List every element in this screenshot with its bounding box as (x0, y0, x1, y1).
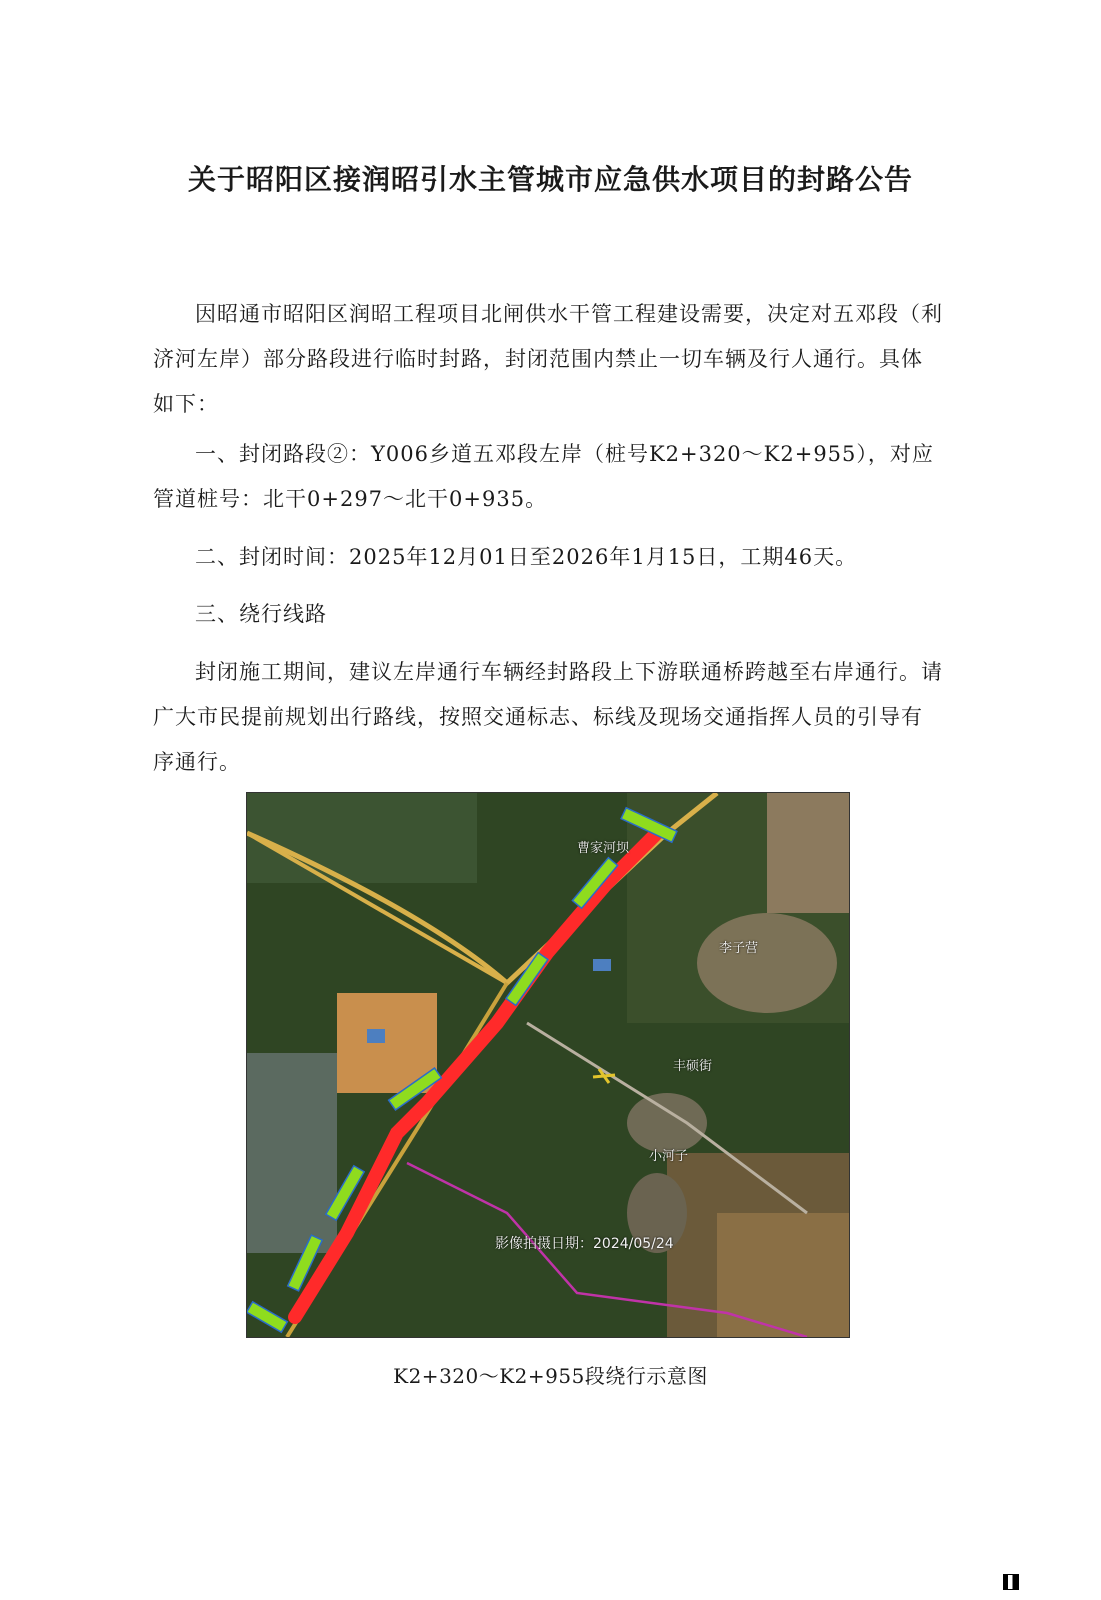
map-caption: K2+320～K2+955段绕行示意图 (393, 1364, 708, 1388)
satellite-map-image (247, 793, 849, 1337)
capture-date-label: 影像拍摄日期：2024/05/24 (495, 1236, 674, 1252)
closure-time-paragraph: 二、封闭时间：2025年12月01日至2026年1月15日，工期46天。 (195, 545, 858, 569)
detour-map (246, 792, 850, 1338)
place-label: 丰硕街 (673, 1059, 713, 1074)
closed-section-paragraph: 一、封闭路段②：Y006乡道五邓段左岸（桩号K2+320～K2+955），对应管道桩号：北干0+297～北干0+935。 (153, 442, 934, 511)
place-label: 小河子 (649, 1149, 689, 1164)
qr-code-icon (1003, 1574, 1019, 1590)
detour-paragraph: 封闭施工期间，建议左岸通行车辆经封路段上下游联通桥跨越至右岸通行。请广大市民提前规划出行路线，按照交通标志、标线及现场交通指挥人员的引导有序通行。 (153, 660, 943, 774)
place-label: 曹家河坝 (577, 841, 630, 856)
place-label: 李子营 (719, 941, 759, 956)
document-title: 关于昭阳区接润昭引水主管城市应急供水项目的封路公告 (187, 163, 913, 196)
detour-heading: 三、绕行线路 (195, 602, 327, 626)
intro-paragraph: 因昭通市昭阳区润昭工程项目北闸供水干管工程建设需要，决定对五邓段（利济河左岸）部分路段进行临时封路，封闭范围内禁止一切车辆及行人通行。具体如下： (153, 302, 943, 416)
